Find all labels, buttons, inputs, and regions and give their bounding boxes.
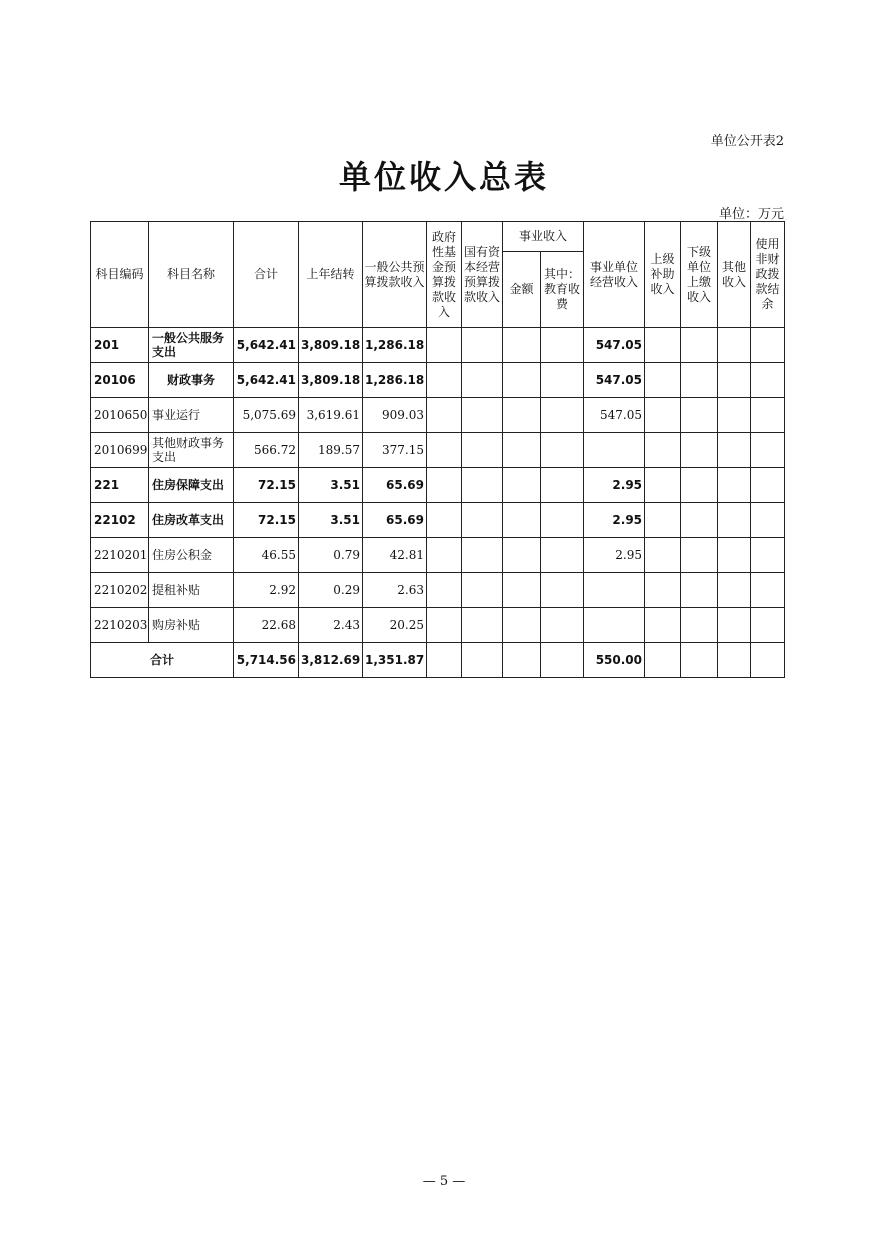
cell-general: 1,286.18 <box>363 328 427 363</box>
cell-general: 20.25 <box>363 608 427 643</box>
page-number: — 5 — <box>422 1174 466 1189</box>
header-public-service: 事业收入 <box>503 222 584 252</box>
cell-general: 1,286.18 <box>363 363 427 398</box>
header-non-fiscal: 使用非财政拨款结余 <box>751 222 785 328</box>
cell-code: 201 <box>91 328 149 363</box>
cell-carryover: 3,809.18 <box>299 363 363 398</box>
cell-carryover: 0.29 <box>299 573 363 608</box>
cell-general: 377.15 <box>363 433 427 468</box>
cell-business <box>584 573 645 608</box>
cell-code: 221 <box>91 468 149 503</box>
cell-name: 财政事务 <box>149 363 234 398</box>
cell-name: 事业运行 <box>149 398 234 433</box>
cell-carryover: 3,619.61 <box>299 398 363 433</box>
cell-general: 65.69 <box>363 503 427 538</box>
header-name: 科目名称 <box>149 222 234 328</box>
table-row <box>91 608 785 643</box>
cell-total: 5,075.69 <box>234 398 299 433</box>
cell-name: 住房公积金 <box>149 538 234 573</box>
cell-total: 46.55 <box>234 538 299 573</box>
table-row <box>91 573 785 608</box>
cell-name: 其他财政事务支出 <box>149 433 234 468</box>
header-education: 其中：教育收费 <box>541 252 584 328</box>
income-table <box>90 221 785 678</box>
cell-name: 住房保障支出 <box>149 468 234 503</box>
table-row <box>91 328 785 363</box>
header-subordinate: 下级单位上缴收入 <box>681 222 718 328</box>
table-row <box>91 503 785 538</box>
table-row <box>91 363 785 398</box>
page-title: 单位收入总表 <box>338 158 549 196</box>
header-carryover: 上年结转 <box>299 222 363 328</box>
cell-total: 72.15 <box>234 468 299 503</box>
cell-carryover: 2.43 <box>299 608 363 643</box>
header-business: 事业单位经营收入 <box>584 222 645 328</box>
cell-name: 一般公共服务支出 <box>149 328 234 363</box>
cell-business: 550.00 <box>584 643 645 678</box>
cell-carryover: 0.79 <box>299 538 363 573</box>
cell-name: 购房补贴 <box>149 608 234 643</box>
cell-general: 1,351.87 <box>363 643 427 678</box>
cell-code: 2210202 <box>91 573 149 608</box>
total-label: 合计 <box>91 643 234 678</box>
table-row <box>91 433 785 468</box>
table-row <box>91 538 785 573</box>
header-superior-subsidy: 上级补助收入 <box>645 222 681 328</box>
cell-total: 566.72 <box>234 433 299 468</box>
cell-total: 5,642.41 <box>234 328 299 363</box>
cell-total: 2.92 <box>234 573 299 608</box>
cell-general: 65.69 <box>363 468 427 503</box>
cell-business: 547.05 <box>584 363 645 398</box>
header-gov-fund: 政府性基金预算拨款收入 <box>427 222 462 328</box>
total-row <box>91 643 785 678</box>
cell-general: 42.81 <box>363 538 427 573</box>
cell-name: 提租补贴 <box>149 573 234 608</box>
cell-code: 22102 <box>91 503 149 538</box>
cell-carryover: 3.51 <box>299 468 363 503</box>
form-number: 单位公开表2 <box>710 134 784 149</box>
cell-carryover: 189.57 <box>299 433 363 468</box>
header-state-capital: 国有资本经营预算拨款收入 <box>462 222 503 328</box>
header-amount: 金额 <box>503 252 541 328</box>
cell-general: 2.63 <box>363 573 427 608</box>
table-row <box>91 398 785 433</box>
cell-business: 2.95 <box>584 503 645 538</box>
header-general-budget: 一般公共预算拨款收入 <box>363 222 427 328</box>
cell-code: 2010699 <box>91 433 149 468</box>
cell-total: 5,714.56 <box>234 643 299 678</box>
cell-business: 2.95 <box>584 468 645 503</box>
cell-code: 2210203 <box>91 608 149 643</box>
cell-carryover: 3,812.69 <box>299 643 363 678</box>
cell-business: 2.95 <box>584 538 645 573</box>
cell-total: 72.15 <box>234 503 299 538</box>
cell-carryover: 3.51 <box>299 503 363 538</box>
header-code: 科目编码 <box>91 222 149 328</box>
cell-name: 住房改革支出 <box>149 503 234 538</box>
cell-business: 547.05 <box>584 398 645 433</box>
cell-total: 22.68 <box>234 608 299 643</box>
cell-total: 5,642.41 <box>234 363 299 398</box>
cell-carryover: 3,809.18 <box>299 328 363 363</box>
cell-business: 547.05 <box>584 328 645 363</box>
header-other: 其他收入 <box>718 222 751 328</box>
header-total: 合计 <box>234 222 299 328</box>
unit-label: 单位：万元 <box>718 207 784 222</box>
cell-general: 909.03 <box>363 398 427 433</box>
cell-code: 2210201 <box>91 538 149 573</box>
cell-code: 20106 <box>91 363 149 398</box>
table-row <box>91 468 785 503</box>
cell-code: 2010650 <box>91 398 149 433</box>
cell-business <box>584 433 645 468</box>
cell-business <box>584 608 645 643</box>
